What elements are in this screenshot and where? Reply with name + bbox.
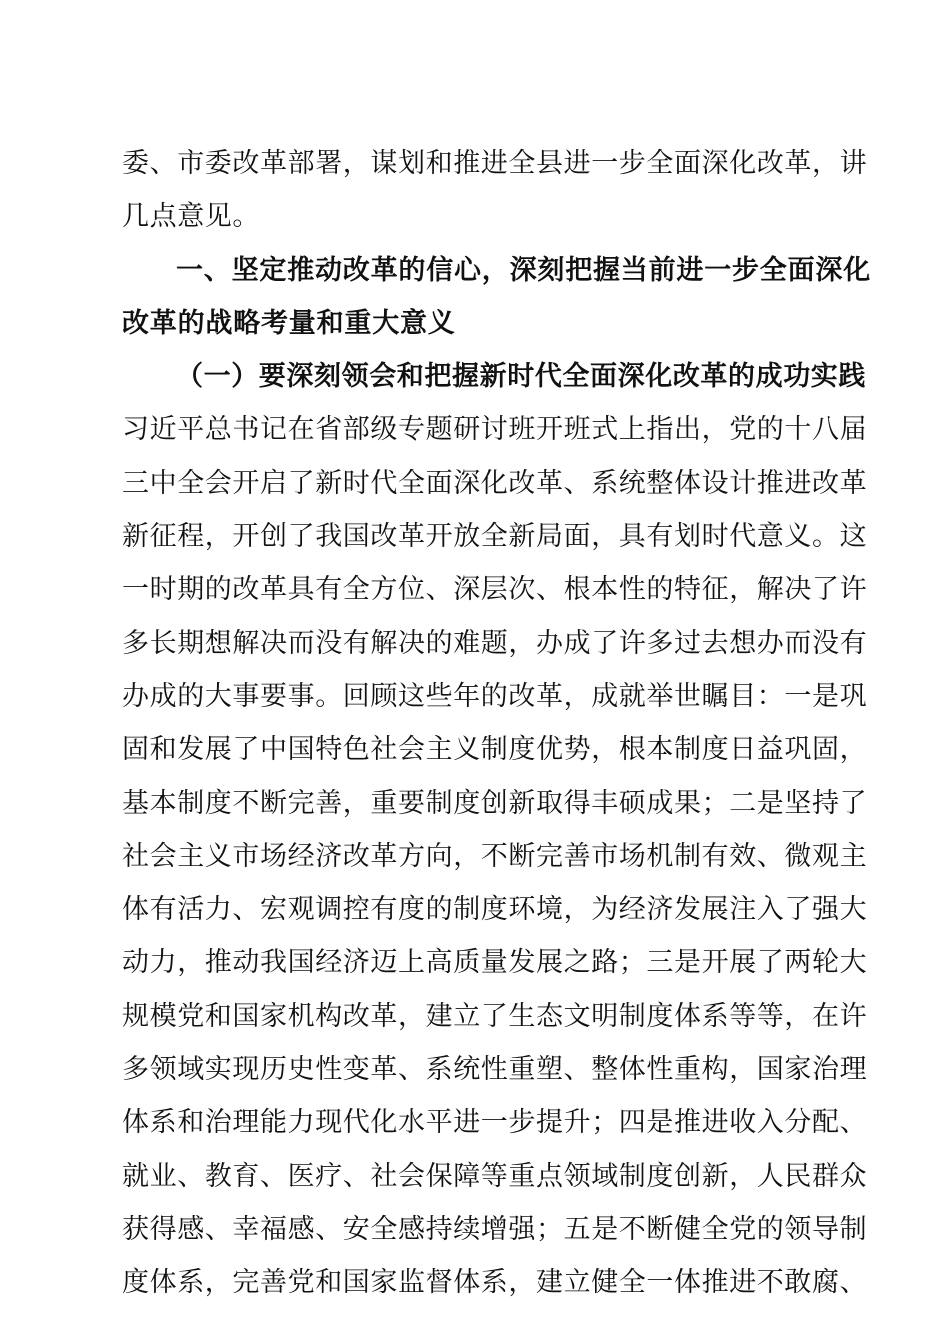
document-text [122,137,871,1310]
body-line: 体系和治理能力现代化水平进一步提升；四是推进收入分配、 [122,1107,868,1139]
body-line: 就业、教育、医疗、社会保障等重点领域制度创新，人民群众 [122,1160,868,1192]
body-line: 社会主义市场经济改革方向，不断完善市场机制有效、微观主 [122,840,868,872]
body-line: 基本制度不断完善，重要制度创新取得丰硕成果；二是坚持了 [122,787,868,819]
body-line: 体有活力、宏观调控有度的制度环境，为经济发展注入了强大 [122,894,868,926]
body-line: 固和发展了中国特色社会主义制度优势，根本制度日益巩固， [122,734,868,766]
section-heading-line: 一、坚定推动改革的信心，深刻把握当前进一步全面深化 [176,254,871,286]
opening-line: 委、市委改革部署，谋划和推进全县进一步全面深化改革，讲 [122,148,868,179]
body-line: 办成的大事要事。回顾这些年的改革，成就举世瞩目：一是巩 [122,680,868,712]
body-line: 多领域实现历史性变革、系统性重塑、整体性重构，国家治理 [122,1054,868,1086]
body-line: 新征程，开创了我国改革开放全新局面，具有划时代意义。这 [122,521,868,553]
body-line: 习近平总书记在省部级专题研讨班开班式上指出，党的十八届 [122,414,868,446]
body-line: 三中全会开启了新时代全面深化改革、系统整体设计推进改革 [122,467,868,499]
body-line: 多长期想解决而没有解决的难题，办成了许多过去想办而没有 [122,627,868,659]
body-line: 获得感、幸福感、安全感持续增强；五是不断健全党的领导制 [122,1213,868,1245]
section-heading-line: 改革的战略考量和重大意义 [122,307,456,339]
subsection-heading: （一）要深刻领会和把握新时代全面深化改革的成功实践 [176,361,866,393]
body-line: 规模党和国家机构改革，建立了生态文明制度体系等等，在许 [122,1000,868,1032]
body-line: 度体系，完善党和国家监督体系，建立健全一体推进不敢腐、 [122,1267,868,1299]
opening-line: 几点意见。 [122,201,260,233]
body-line: 动力，推动我国经济迈上高质量发展之路；三是开展了两轮大 [122,947,868,979]
body-line: 一时期的改革具有全方位、深层次、根本性的特征，解决了许 [122,574,868,606]
